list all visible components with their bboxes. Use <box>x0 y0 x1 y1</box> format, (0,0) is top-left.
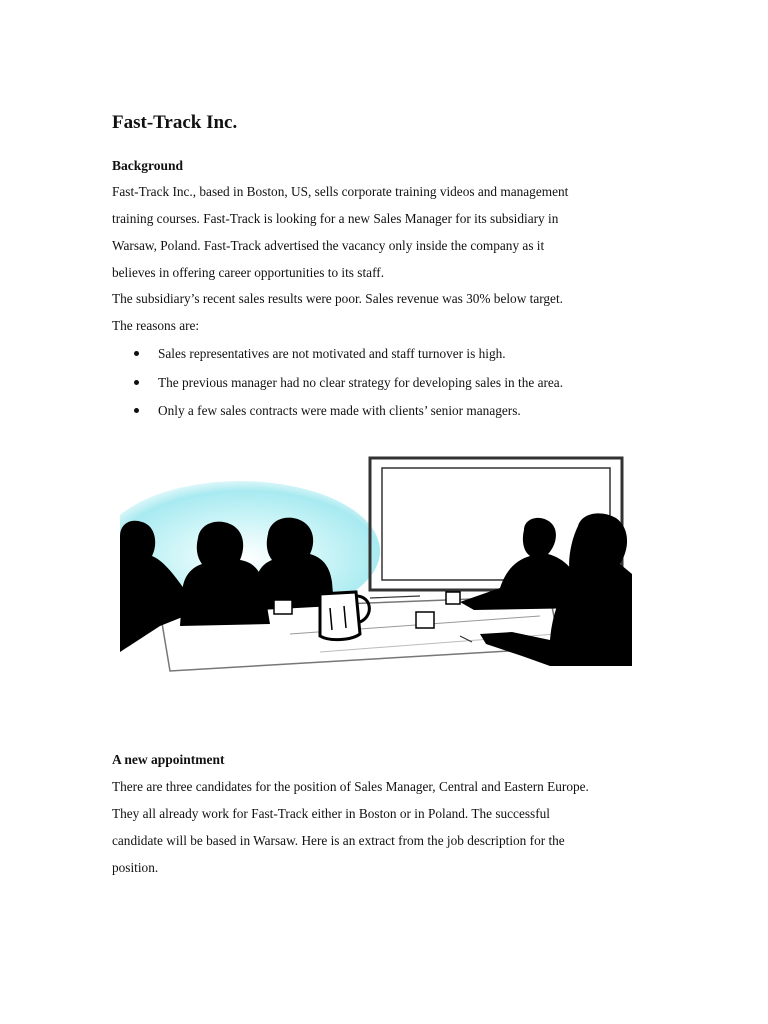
bullet-icon <box>134 408 139 413</box>
reasons-list <box>112 341 563 427</box>
paragraph-line: The reasons are: <box>112 318 200 333</box>
appointment-paragraph <box>112 773 652 881</box>
paragraph-line: believes in offering career opportunities to its staff. <box>112 265 385 280</box>
appointment-heading: A new appointment <box>112 752 225 767</box>
paragraph-line: candidate will be based in Warsaw. Here is an extract from the job description for the <box>112 833 565 848</box>
paragraph-line: There are three candidates for the position of Sales Manager, Central and Eastern Europe. <box>112 779 589 794</box>
list-item <box>112 341 563 370</box>
list-item-text: Only a few sales contracts were made with clients’ senior managers. <box>158 403 521 418</box>
list-item-text: The previous manager had no clear strategy for developing sales in the area. <box>158 374 564 390</box>
paragraph-line: They all already work for Fast-Track either in Boston or in Poland. The successful <box>112 806 550 821</box>
meeting-silhouette-icon <box>120 456 640 678</box>
paragraph-line: training courses. Fast-Track is looking for a new Sales Manager for its subsidiary in <box>112 211 559 226</box>
document-title: Fast-Track Inc. <box>112 112 238 133</box>
background-paragraph <box>112 178 652 340</box>
bullet-icon <box>134 351 139 356</box>
background-heading: Background <box>112 158 184 173</box>
paragraph-line: position. <box>112 860 159 875</box>
paragraph-line: Fast-Track Inc., based in Boston, US, sells corporate training videos and management <box>112 184 569 199</box>
list-item <box>112 398 563 427</box>
list-item-text: Sales representatives are not motivated and staff turnover is high. <box>158 346 506 361</box>
list-item <box>112 370 563 399</box>
paragraph-line: The subsidiary’s recent sales results were poor. Sales revenue was 30% below target. <box>112 291 563 306</box>
paragraph-line: Warsaw, Poland. Fast-Track advertised the vacancy only inside the company as it <box>112 238 545 253</box>
bullet-icon <box>134 380 139 385</box>
